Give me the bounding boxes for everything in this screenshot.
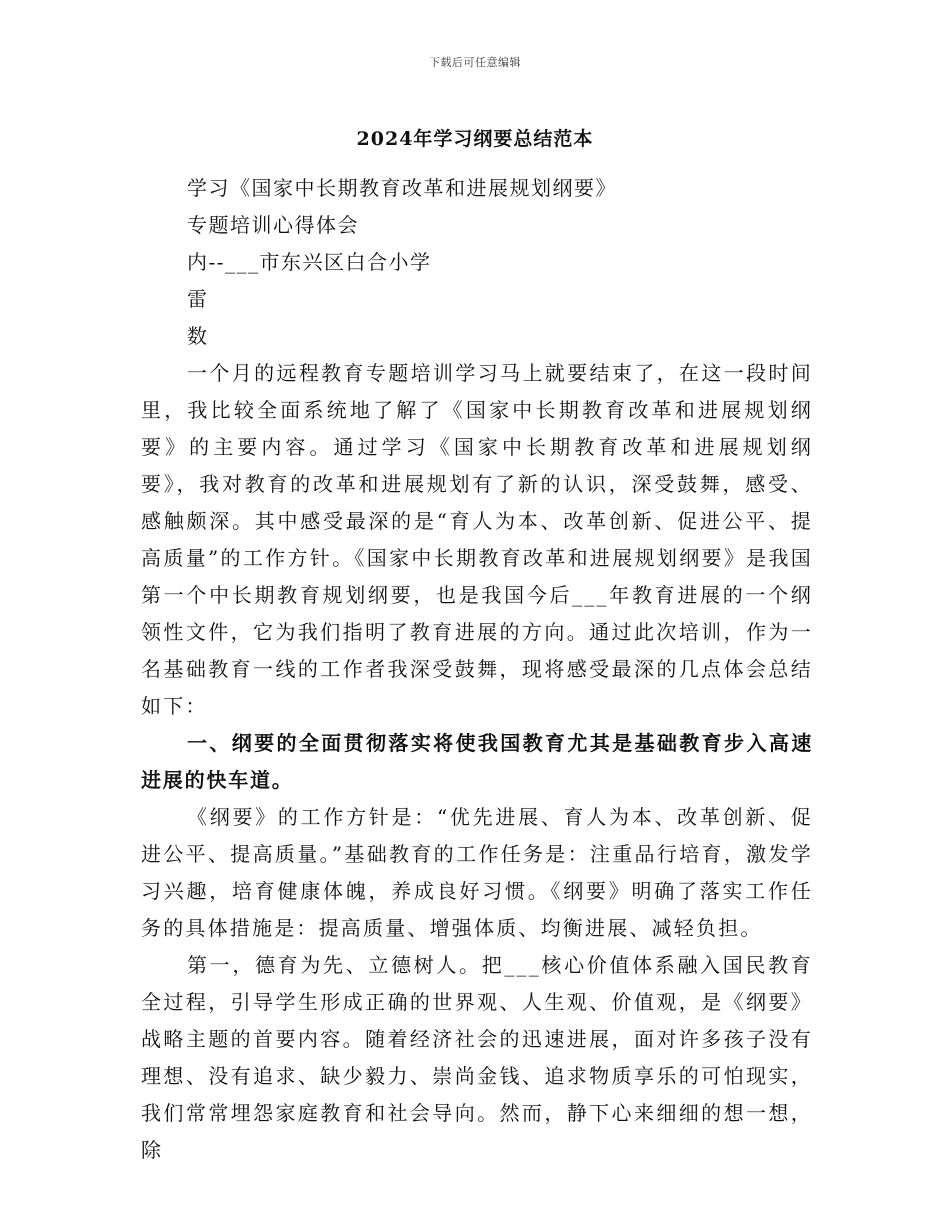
intro-paragraph: 一个月的远程教育专题培训学习马上就要结束了，在这一段时间里，我比较全面系统地了解了《国家中长期教育改革和进展规划纲要》的主要内容。通过学习《国家中长期教育改革和进展规划纲要》，我对教育的改革和进展规划有了新的认识，深受鼓舞，感受、感触颇深。其中感受最深的是“育人为本、改革创新、促进公平、提高质量”的工作方针。《国家中长期教育改革和进展规划纲要》是我国第一个中长期教育规划纲要，也是我国今后___年教育进展的一个纲领性文件，它为我们指明了教育进展的方向。通过此次培训，作为一名基础教育一线的工作者我深受鼓舞，现将感受最深的几点体会总结如下： <box>141 361 813 718</box>
section-heading-1: 一、纲要的全面贯彻落实将使我国教育尤其是基础教育步入高速进展的快车道。 <box>141 731 813 792</box>
document-body <box>141 170 813 1169</box>
paragraph-3: 第一，德育为先、立德树人。把___核心价值体系融入国民教育全过程，引导学生形成正确的世界观、人生观、价值观，是《纲要》战略主题的首要内容。随着经济社会的迅速进展，面对许多孩子没有理想、没有追求、缺少毅力、崇尚金钱、追求物质享乐的可怕现实，我们常常埋怨家庭教育和社会导向。然而，静下心来细细的想一想，除 <box>141 953 813 1162</box>
subtitle-line-2: 专题培训心得体会 <box>187 213 359 237</box>
subtitle-line-1: 学习《国家中长期教育改革和进展规划纲要》 <box>187 176 617 200</box>
author-school-line: 内--___市东兴区白合小学 <box>187 250 432 274</box>
document-title: 2024年学习纲要总结范本 <box>356 128 594 150</box>
author-name-line-1: 雷 <box>187 287 209 311</box>
paragraph-2: 《纲要》的工作方针是：“优先进展、育人为本、改革创新、促进公平、提高质量。”基础教育的工作任务是：注重品行培育，激发学习兴趣，培育健康体魄，养成良好习惯。《纲要》明确了落实工作任务的具体措施是：提高质量、增强体质、均衡进展、减轻负担。 <box>141 805 813 940</box>
author-name-line-2: 数 <box>187 324 209 348</box>
header-note: 下载后可任意编辑 <box>429 56 521 69</box>
